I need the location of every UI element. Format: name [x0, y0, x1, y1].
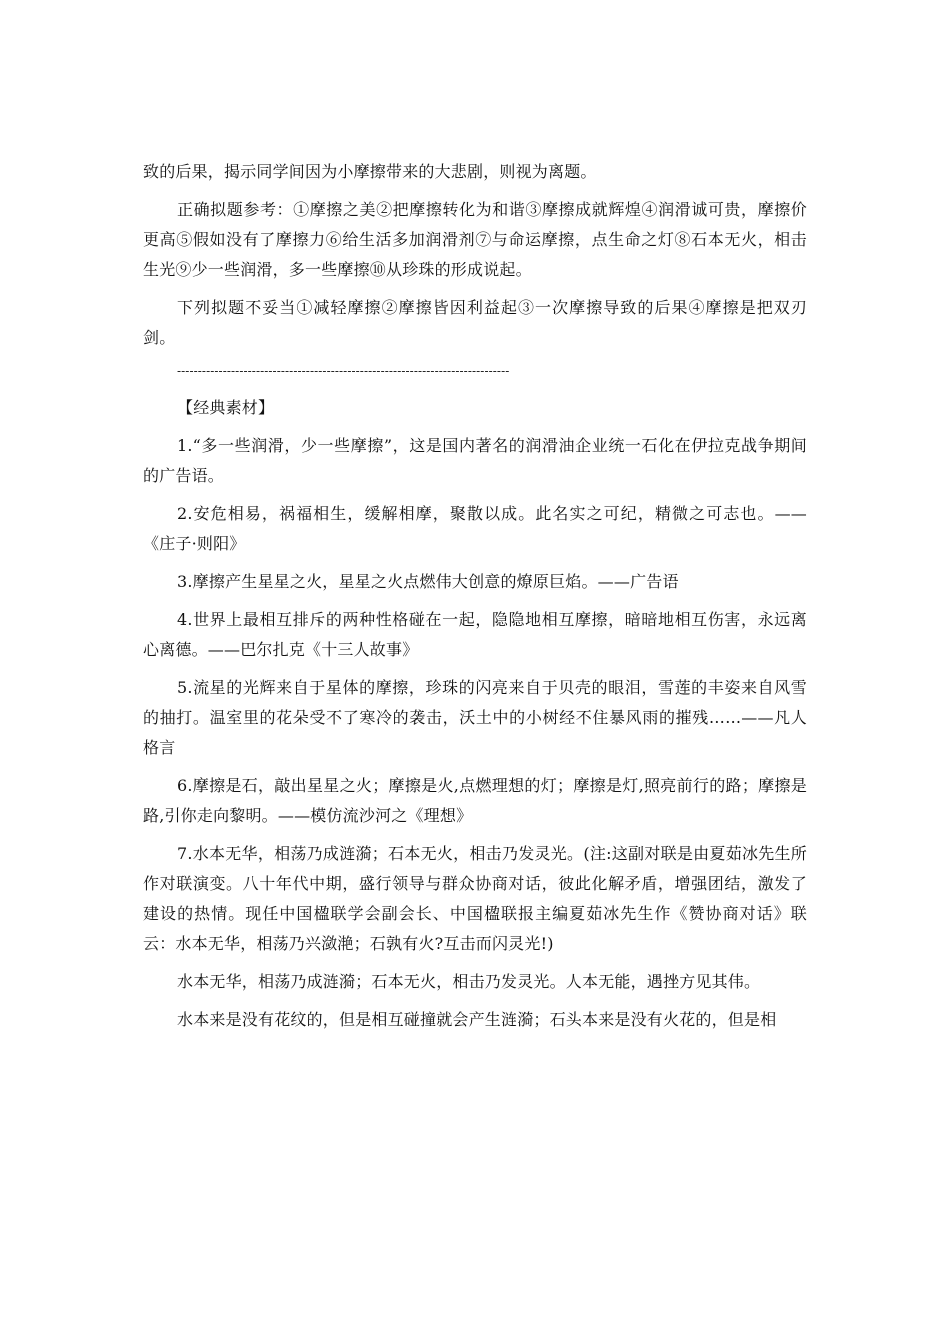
paragraph-correct-titles: 正确拟题参考：①摩擦之美②把摩擦转化为和谐③摩擦成就辉煌④润滑诚可贵，摩擦价更高⑤假如没有了摩擦力⑥给生活多加润滑剂⑦与命运摩擦，点生命之灯⑧石本无火，相击生光⑨少一些润滑，多一些摩擦⑩从珍珠的形成说起。 [143, 200, 807, 279]
material-couplet: 水本无华，相荡乃成涟漪；石本无火，相击乃发灵光。人本无能，遇挫方见其伟。 [177, 972, 761, 991]
material-item-1: 1.“多一些润滑，少一些摩擦”，这是国内著名的润滑油企业统一石化在伊拉克战争期间的广告语。 [143, 436, 807, 485]
material-item-3: 3.摩擦产生星星之火，星星之火点燃伟大创意的燎原巨焰。——广告语 [177, 572, 679, 591]
paragraph-consequence: 致的后果，揭示同学间因为小摩擦带来的大悲剧，则视为离题。 [143, 162, 597, 181]
section-divider: -------------------------------------------------------------------------------- [177, 364, 510, 378]
material-item-4: 4.世界上最相互排斥的两种性格碰在一起，隐隐地相互摩擦，暗暗地相互伤害，永远离心离德。——巴尔扎克《十三人故事》 [143, 610, 807, 659]
section-title: 【经典素材】 [177, 398, 275, 417]
material-item-2: 2.安危相易，祸福相生，缓解相摩，聚散以成。此名实之可纪，精微之可志也。——《庄子·则阳》 [143, 504, 807, 553]
material-item-6: 6.摩擦是石，敲出星星之火；摩擦是火,点燃理想的灯；摩擦是灯,照亮前行的路；摩擦是路,引你走向黎明。——模仿流沙河之《理想》 [143, 776, 807, 825]
material-item-7: 7.水本无华，相荡乃成涟漪；石本无火，相击乃发灵光。(注:这副对联是由夏茹冰先生所作对联演变。八十年代中期，盛行领导与群众协商对话，彼此化解矛盾，增强团结，激发了建设的热情。现任中国楹联学会副会长、中国楹联报主编夏茹冰先生作《赞协商对话》联云：水本无华，相荡乃兴潋滟；石孰有火?互击而闪灵光!) [143, 844, 807, 953]
document-page [143, 157, 807, 1043]
material-item-5: 5.流星的光辉来自于星体的摩擦，珍珠的闪亮来自于贝壳的眼泪，雪莲的丰姿来自风雪的抽打。温室里的花朵受不了寒冷的袭击，沃土中的小树经不住暴风雨的摧残……——凡人格言 [143, 678, 807, 757]
paragraph-improper-titles: 下列拟题不妥当①减轻摩擦②摩擦皆因利益起③一次摩擦导致的后果④摩擦是把双刃剑。 [143, 298, 807, 347]
material-explanation: 水本来是没有花纹的，但是相互碰撞就会产生涟漪；石头本来是没有火花的，但是相 [177, 1010, 777, 1029]
